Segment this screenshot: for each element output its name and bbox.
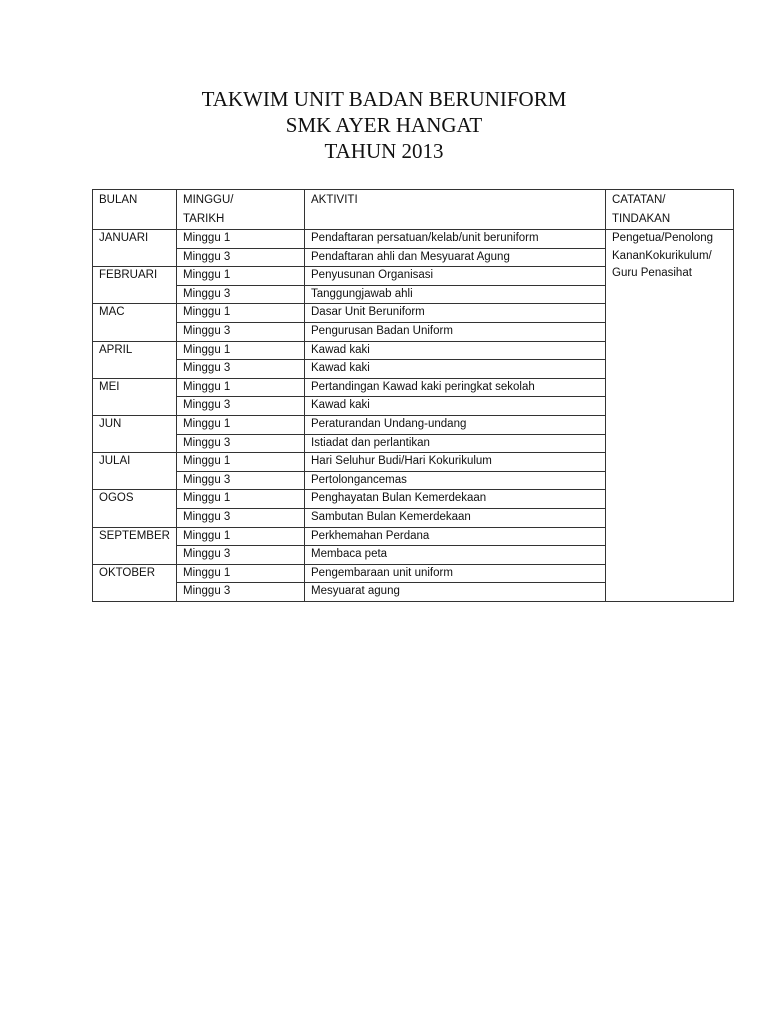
- activity-cell: Kawad kaki: [305, 397, 606, 416]
- notes-line: KananKokurikulum/: [612, 249, 712, 262]
- week-cell: Minggu 1: [177, 564, 305, 583]
- table-body: [93, 230, 734, 602]
- header-bulan: BULAN: [93, 190, 177, 230]
- week-cell: Minggu 3: [177, 285, 305, 304]
- week-cell: Minggu 1: [177, 230, 305, 249]
- week-cell: Minggu 3: [177, 434, 305, 453]
- notes-cell: [606, 230, 734, 602]
- week-cell: Minggu 3: [177, 471, 305, 490]
- month-cell: JANUARI: [93, 230, 177, 267]
- header-aktiviti: AKTIVITI: [305, 190, 606, 230]
- week-cell: Minggu 1: [177, 453, 305, 472]
- activity-cell: Kawad kaki: [305, 360, 606, 379]
- header-row: [93, 190, 734, 230]
- activity-cell: Pendaftaran persatuan/kelab/unit beruniform: [305, 230, 606, 249]
- month-cell: OGOS: [93, 490, 177, 527]
- activity-cell: Mesyuarat agung: [305, 583, 606, 602]
- activity-cell: Pertandingan Kawad kaki peringkat sekolah: [305, 378, 606, 397]
- week-cell: Minggu 3: [177, 508, 305, 527]
- month-cell: JUN: [93, 415, 177, 452]
- activity-cell: Membaca peta: [305, 546, 606, 565]
- month-cell: FEBRUARI: [93, 267, 177, 304]
- header-minggu: MINGGU/ TARIKH: [177, 190, 305, 230]
- week-cell: Minggu 3: [177, 583, 305, 602]
- title-line-2: SMK AYER HANGAT: [285, 113, 483, 137]
- activity-cell: Istiadat dan perlantikan: [305, 434, 606, 453]
- activity-cell: Kawad kaki: [305, 341, 606, 360]
- activity-cell: Dasar Unit Beruniform: [305, 304, 606, 323]
- activity-cell: Pendaftaran ahli dan Mesyuarat Agung: [305, 248, 606, 267]
- month-cell: MEI: [93, 378, 177, 415]
- week-cell: Minggu 3: [177, 322, 305, 341]
- activity-cell: Penyusunan Organisasi: [305, 267, 606, 286]
- week-cell: Minggu 1: [177, 415, 305, 434]
- activity-cell: Pengembaraan unit uniform: [305, 564, 606, 583]
- month-cell: MAC: [93, 304, 177, 341]
- table-row: [93, 230, 734, 249]
- week-cell: Minggu 1: [177, 341, 305, 360]
- month-cell: OKTOBER: [93, 564, 177, 601]
- activity-cell: Sambutan Bulan Kemerdekaan: [305, 508, 606, 527]
- notes-line: Pengetua/Penolong: [612, 232, 714, 244]
- activity-cell: Penghayatan Bulan Kemerdekaan: [305, 490, 606, 509]
- week-cell: Minggu 1: [177, 304, 305, 323]
- week-cell: Minggu 1: [177, 490, 305, 509]
- header-catatan: CATATAN/ TINDAKAN: [606, 190, 734, 230]
- activity-cell: Pertolongancemas: [305, 471, 606, 490]
- notes-line: Guru Penasihat: [612, 267, 692, 280]
- week-cell: Minggu 3: [177, 546, 305, 565]
- week-cell: Minggu 1: [177, 267, 305, 286]
- activity-cell: Pengurusan Badan Uniform: [305, 322, 606, 341]
- week-cell: Minggu 3: [177, 397, 305, 416]
- week-cell: Minggu 3: [177, 248, 305, 267]
- activity-cell: Hari Seluhur Budi/Hari Kokurikulum: [305, 453, 606, 472]
- week-cell: Minggu 1: [177, 378, 305, 397]
- activity-cell: Tanggungjawab ahli: [305, 285, 606, 304]
- week-cell: Minggu 1: [177, 527, 305, 546]
- activity-cell: Perkhemahan Perdana: [305, 527, 606, 546]
- calendar-table: [92, 189, 734, 602]
- title-line-1: TAKWIM UNIT BADAN BERUNIFORM: [201, 87, 567, 111]
- month-cell: JULAI: [93, 453, 177, 490]
- month-cell: APRIL: [93, 341, 177, 378]
- document-title: [0, 86, 768, 164]
- activity-cell: Peraturandan Undang-undang: [305, 415, 606, 434]
- title-line-3: TAHUN 2013: [324, 139, 444, 163]
- month-cell: SEPTEMBER: [93, 527, 177, 564]
- week-cell: Minggu 3: [177, 360, 305, 379]
